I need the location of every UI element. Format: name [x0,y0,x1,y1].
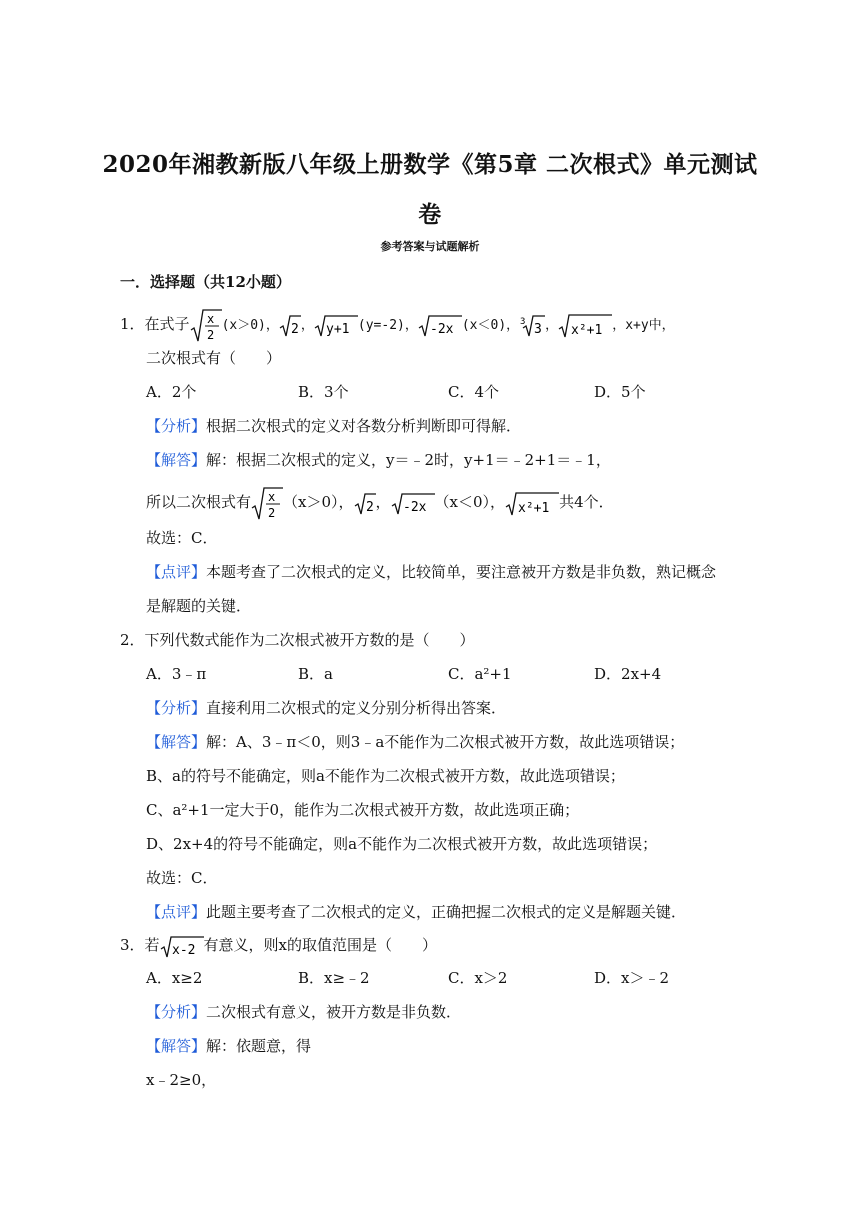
q2-analysis [146,698,506,718]
radicand: x²+1 [571,323,603,338]
question-tail: 有意义，则x的取值范围是（ ） [203,936,438,954]
condition: （x＞0）， [283,493,354,511]
radicand: x²+1 [518,501,550,516]
q1-option-d: D．5个 [594,383,646,401]
radical-expression [160,933,204,959]
radical-frac-top: x [268,489,276,504]
q2-option-a: A．3﹣π [146,665,207,683]
q3-answer [146,1036,311,1056]
q3-answer-line2: x﹣2≥0， [146,1071,217,1089]
answer-text: 解：A、3﹣π＜0，则3﹣a不能作为二次根式被开方数，故此选项错误； [206,733,685,751]
radical-expression [354,485,376,521]
radicand: y+1 [325,322,350,337]
analysis-tag: 【分析】 [146,417,207,435]
q2-option-d: D．2x+4 [594,665,662,683]
q2-review [146,902,686,922]
q2-answer-b: B、a的符号不能确定，则a不能作为二次根式被开方数，故此选项错误； [146,767,625,785]
q3-option-a: A．x≥2 [146,969,203,987]
q1-choose: 故选：C． [146,529,218,547]
q2-answer-c: C、a²+1一定大于0，能作为二次根式被开方数，故此选项正确； [146,801,580,819]
q3-option-d: D．x＞﹣2 [594,969,670,987]
radical-expression [279,307,301,343]
q2-answer [146,732,684,752]
answer-lead: 所以二次根式有 [146,493,252,511]
root-index: 3 [520,317,526,327]
answer-tag: 【解答】 [146,1037,207,1055]
radical-frac-bottom: 2 [268,505,276,520]
q3-analysis [146,1002,461,1022]
review-text: 此题主要考查了二次根式的定义，正确把握二次根式的定义是解题关键． [206,903,687,921]
answer-tag: 【解答】 [146,451,207,469]
radical-frac-top: x [206,311,214,326]
answer-text: 解：依题意，得 [206,1037,312,1055]
question-lead: 在式子 [144,315,190,333]
q2-choose: 故选：C． [146,869,218,887]
analysis-tag: 【分析】 [146,1003,207,1021]
radicand: -2x [429,322,454,337]
q1-option-b: B．3个 [298,383,349,401]
section-heading: 一．选择题（共12小题） [120,273,291,291]
answer-tag: 【解答】 [146,733,207,751]
radical-expression [251,485,283,522]
cube-root-expression [519,307,545,343]
analysis-text: 二次根式有意义，被开方数是非负数． [206,1003,462,1021]
radicand: 2 [365,500,374,515]
radicand: 3 [534,322,542,337]
radical-expression [314,307,358,343]
condition: (x＜0)， [461,318,520,333]
radical-expression [391,485,435,521]
question-number: 1． [120,315,145,333]
document-title-line1: 2020年湘教新版八年级上册数学《第5章 二次根式》单元测试 [102,151,758,178]
radical-expression [505,485,559,521]
answer-text: 解：根据二次根式的定义，y＝﹣2时，y+1＝﹣2+1＝﹣1， [206,451,611,469]
q1-analysis [146,416,521,436]
radicand: -2x [402,500,427,515]
analysis-tag: 【分析】 [146,699,207,717]
q1-answer [146,450,611,470]
condition: (y=-2)， [357,318,418,333]
q1-review-line2: 是解题的关键． [146,597,252,615]
analysis-text: 根据二次根式的定义对各数分析判断即可得解． [206,417,522,435]
review-text: 本题考查了二次根式的定义，比较简单，要注意被开方数是非负数，熟记概念 [206,563,717,581]
expression-x-plus-y: x+y中， [625,318,675,333]
q1-answer-line2 [146,484,614,520]
review-tag: 【点评】 [146,563,207,581]
radicand: x-2 [171,943,196,958]
q2-option-b: B．a [298,665,333,683]
answer-end: 共4个． [559,493,614,511]
review-tag: 【点评】 [146,903,207,921]
q2-option-c: C．a²+1 [448,665,512,683]
radical-frac-bottom: 2 [206,327,214,342]
question-1-stem: 1．在式子 x 2 (x＞0)， 2 ， y+1 (y=-2)， -2x (x＜0)， 3 3 ， x²+1 ，x+y中， [120,306,675,342]
question-2-stem: 2．下列代数式能作为二次根式被开方数的是（ ） [120,631,475,649]
radical-expression [418,307,462,343]
condition: （x＜0）， [434,493,506,511]
radical-expression [190,307,222,344]
radicand: 2 [290,322,299,337]
question-3-stem [120,932,437,958]
q1-option-c: C．4个 [448,383,500,401]
q1-review [146,562,716,582]
q2-answer-d: D、2x+4的符号不能确定，则a不能作为二次根式被开方数，故此选项错误； [146,835,658,853]
analysis-text: 直接利用二次根式的定义分别分析得出答案． [206,699,507,717]
separator: ， [375,493,391,511]
q3-option-b: B．x≥﹣2 [298,969,370,987]
question-lead: 3．若 [120,936,160,954]
document-subtitle: 参考答案与试题解析 [380,240,480,253]
q1-option-a: A．2个 [146,383,197,401]
condition: (x＞0)， [221,318,279,333]
document-title-line2: 卷 [418,201,442,228]
question-1-stem-line2: 二次根式有（ ） [146,349,282,367]
radical-expression [558,307,612,343]
q3-option-c: C．x＞2 [448,969,508,987]
